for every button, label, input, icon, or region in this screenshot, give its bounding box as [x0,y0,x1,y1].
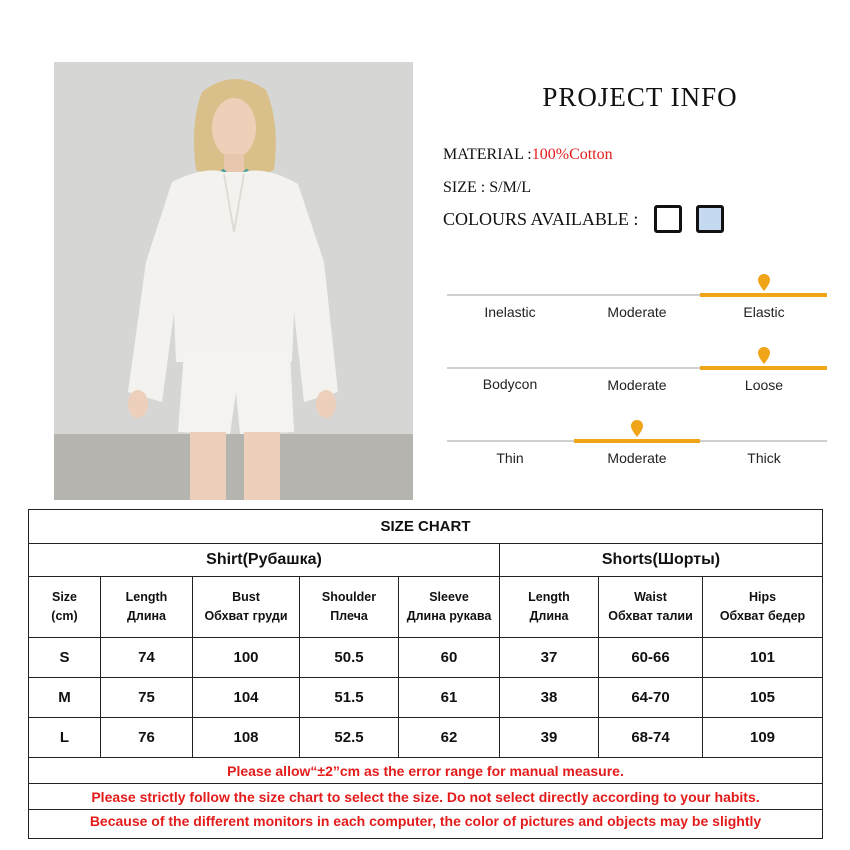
fit-scale [447,345,827,405]
table-cell: 62 [399,718,500,758]
size-line: SIZE : S/M/L [443,179,532,196]
column-header: Bust Обхват груди [193,577,300,638]
scale-label-bodycon: Bodycon [482,376,538,392]
column-header: Length Длина [500,577,599,638]
material-label: MATERIAL : [443,146,532,163]
table-cell: 100 [193,638,300,678]
scale-label-inelastic: Inelastic [484,304,536,320]
table-cell: 37 [500,638,599,678]
scale-selected-bar [574,439,700,443]
table-cell: 60-66 [599,638,703,678]
scale-label-thick: Thick [747,450,781,466]
table-cell: 39 [500,718,599,758]
model-illustration [54,62,413,500]
scale-marker-icon [630,420,644,438]
size-selection-note: Please strictly follow the size chart to select the size. Do not select directly according to your habits. [29,784,823,810]
scale-label-thin: Thin [496,450,524,466]
column-header: Length Длина [101,577,193,638]
table-cell: 109 [703,718,823,758]
scale-label-moderate: Moderate [607,304,667,320]
size-chart-title: SIZE CHART [29,510,823,544]
column-header: Shoulder Плеча [300,577,399,638]
project-info-title: PROJECT INFO [542,82,738,112]
table-cell: 52.5 [300,718,399,758]
color-difference-note: Because of the different monitors in each computer, the color of pictures and objects may be slightly [29,810,823,839]
scale-marker-icon [757,274,771,292]
column-header: Hips Обхват бедер [703,577,823,638]
table-row [29,638,823,678]
material-value: 100%Cotton [531,146,613,163]
scale-label-loose: Loose [744,377,784,393]
table-cell: 76 [101,718,193,758]
table-row [29,718,823,758]
scale-label-moderate: Moderate [607,450,667,466]
table-cell: 101 [703,638,823,678]
shorts-group-header: Shorts(Шорты) [500,544,823,577]
material-line [443,146,613,164]
scale-selected-bar [700,366,827,370]
elasticity-scale [447,272,827,332]
table-cell: 50.5 [300,638,399,678]
shirt-group-header: Shirt(Рубашка) [29,544,500,577]
column-header-row [29,577,823,638]
thickness-scale [447,419,827,479]
table-cell: 60 [399,638,500,678]
column-header: Size (cm) [29,577,101,638]
scale-marker-icon [757,347,771,365]
table-cell: 104 [193,678,300,718]
scale-label-moderate: Moderate [607,377,667,393]
table-cell: 38 [500,678,599,718]
table-cell: 51.5 [300,678,399,718]
product-photo [54,62,413,500]
table-cell: S [29,638,101,678]
colour-swatch-white[interactable] [654,205,682,233]
table-cell: 61 [399,678,500,718]
table-cell: 75 [101,678,193,718]
table-cell: 68-74 [599,718,703,758]
colour-swatch-light-blue[interactable] [696,205,724,233]
scale-label-elastic: Elastic [743,304,785,320]
table-cell: M [29,678,101,718]
table-row [29,678,823,718]
colours-label: COLOURS AVAILABLE : [443,209,639,229]
column-header: Sleeve Длина рукава [399,577,500,638]
scale-selected-bar [700,293,827,297]
error-range-note: Please allow“±2”cm as the error range for manual measure. [29,758,823,784]
size-chart-table [28,509,823,839]
table-cell: 64-70 [599,678,703,718]
column-header: Waist Обхват талии [599,577,703,638]
table-cell: 105 [703,678,823,718]
table-cell: 74 [101,638,193,678]
table-cell: L [29,718,101,758]
table-cell: 108 [193,718,300,758]
